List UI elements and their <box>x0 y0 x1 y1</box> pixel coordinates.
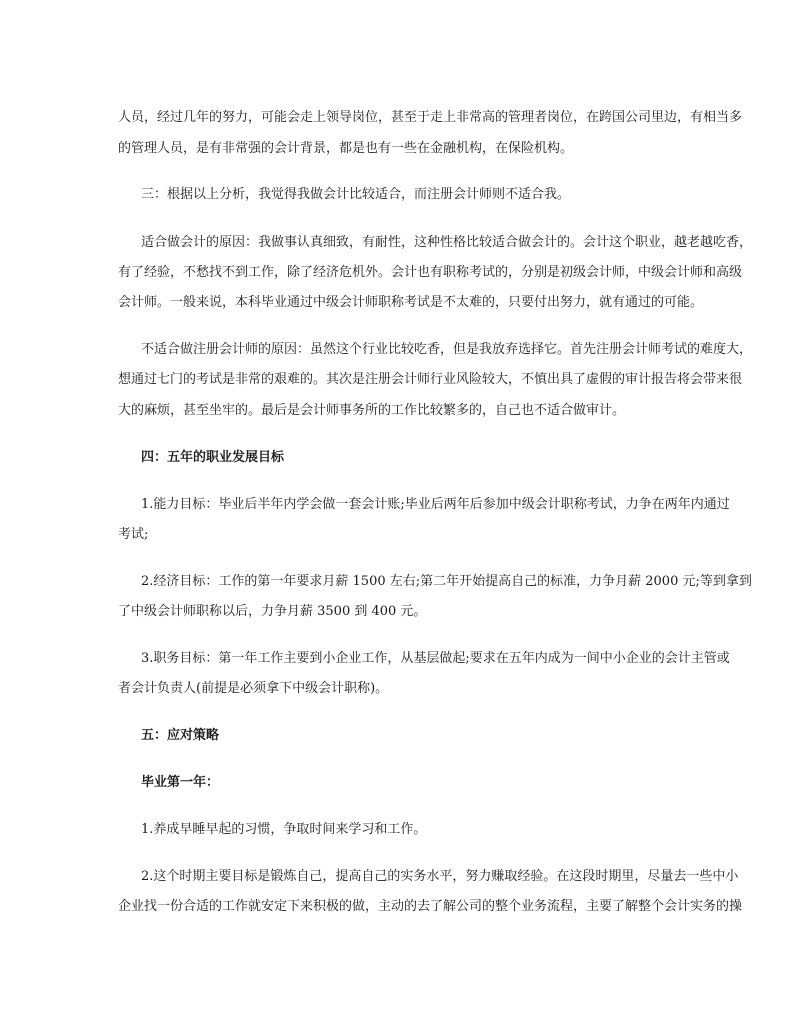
section-heading: 五：应对策略 <box>141 728 220 743</box>
paragraph-line: 大的麻烦，甚至坐牢的。最后是会计师事务所的工作比较繁多的，自己也不适合做审计。 <box>118 403 626 418</box>
paragraph-line: 1.能力目标：毕业后半年内学会做一套会计账;毕业后两年后参加中级会计职称考试，力争在两年内通过 <box>141 497 730 512</box>
paragraph-line: 有了经验，不愁找不到工作，除了经济危机外。会计也有职称考试的，分别是初级会计师，中级会计师和高级 <box>118 265 743 280</box>
paragraph-line: 不适合做注册会计师的原因：虽然这个行业比较吃香，但是我放弃选择它。首先注册会计师考试的难度大， <box>141 342 753 357</box>
paragraph-line: 三：根据以上分析，我觉得我做会计比较适合，而注册会计师则不适合我。 <box>141 187 571 202</box>
paragraph-line: 1.养成早睡早起的习惯，争取时间来学习和工作。 <box>141 822 427 837</box>
paragraph-line: 者会计负责人(前提是必须拿下中级会计职称)。 <box>118 681 389 696</box>
paragraph-line: 的管理人员，是有非常强的会计背景，都是也有一些在金融机构，在保险机构。 <box>118 141 574 156</box>
paragraph-line: 会计师。一般来说，本科毕业通过中级会计师职称考试是不太难的，只要付出努力，就有通过的可能。 <box>118 295 704 310</box>
paragraph-line: 想通过七门的考试是非常的艰难的。其次是注册会计师行业风险较大，不慎出具了虚假的审计报告将会带来很 <box>118 372 743 387</box>
paragraph-line: 适合做会计的原因：我做事认真细致，有耐性，这种性格比较适合做会计的。会计这个职业，越老越吃香， <box>141 235 753 250</box>
paragraph-line: 2.这个时期主要目标是锻炼自己，提高自己的实务水平，努力赚取经验。在这段时期里，尽量去一些中小 <box>141 869 739 884</box>
paragraph-line: 企业找一份合适的工作就安定下来积极的做，主动的去了解公司的整个业务流程，主要了解整个会计实务的操 <box>118 899 743 914</box>
paragraph-line: 考试; <box>118 527 149 542</box>
subsection-heading: 毕业第一年： <box>141 775 220 790</box>
paragraph-line: 了中级会计师职称以后，力争月薪 3500 到 400 元。 <box>118 604 427 619</box>
section-heading: 四：五年的职业发展目标 <box>141 450 285 465</box>
paragraph-line: 2.经济目标：工作的第一年要求月薪 1500 左右;第二年开始提高自己的标准，力争月薪 2000 元;等到拿到 <box>141 574 752 589</box>
paragraph-line: 3.职务目标：第一年工作主要到小企业工作，从基层做起;要求在五年内成为一间中小企业的会计主管或 <box>141 651 730 666</box>
paragraph-line: 人员，经过几年的努力，可能会走上领导岗位，甚至于走上非常高的管理者岗位，在跨国公司里边，有相当多 <box>118 110 743 125</box>
